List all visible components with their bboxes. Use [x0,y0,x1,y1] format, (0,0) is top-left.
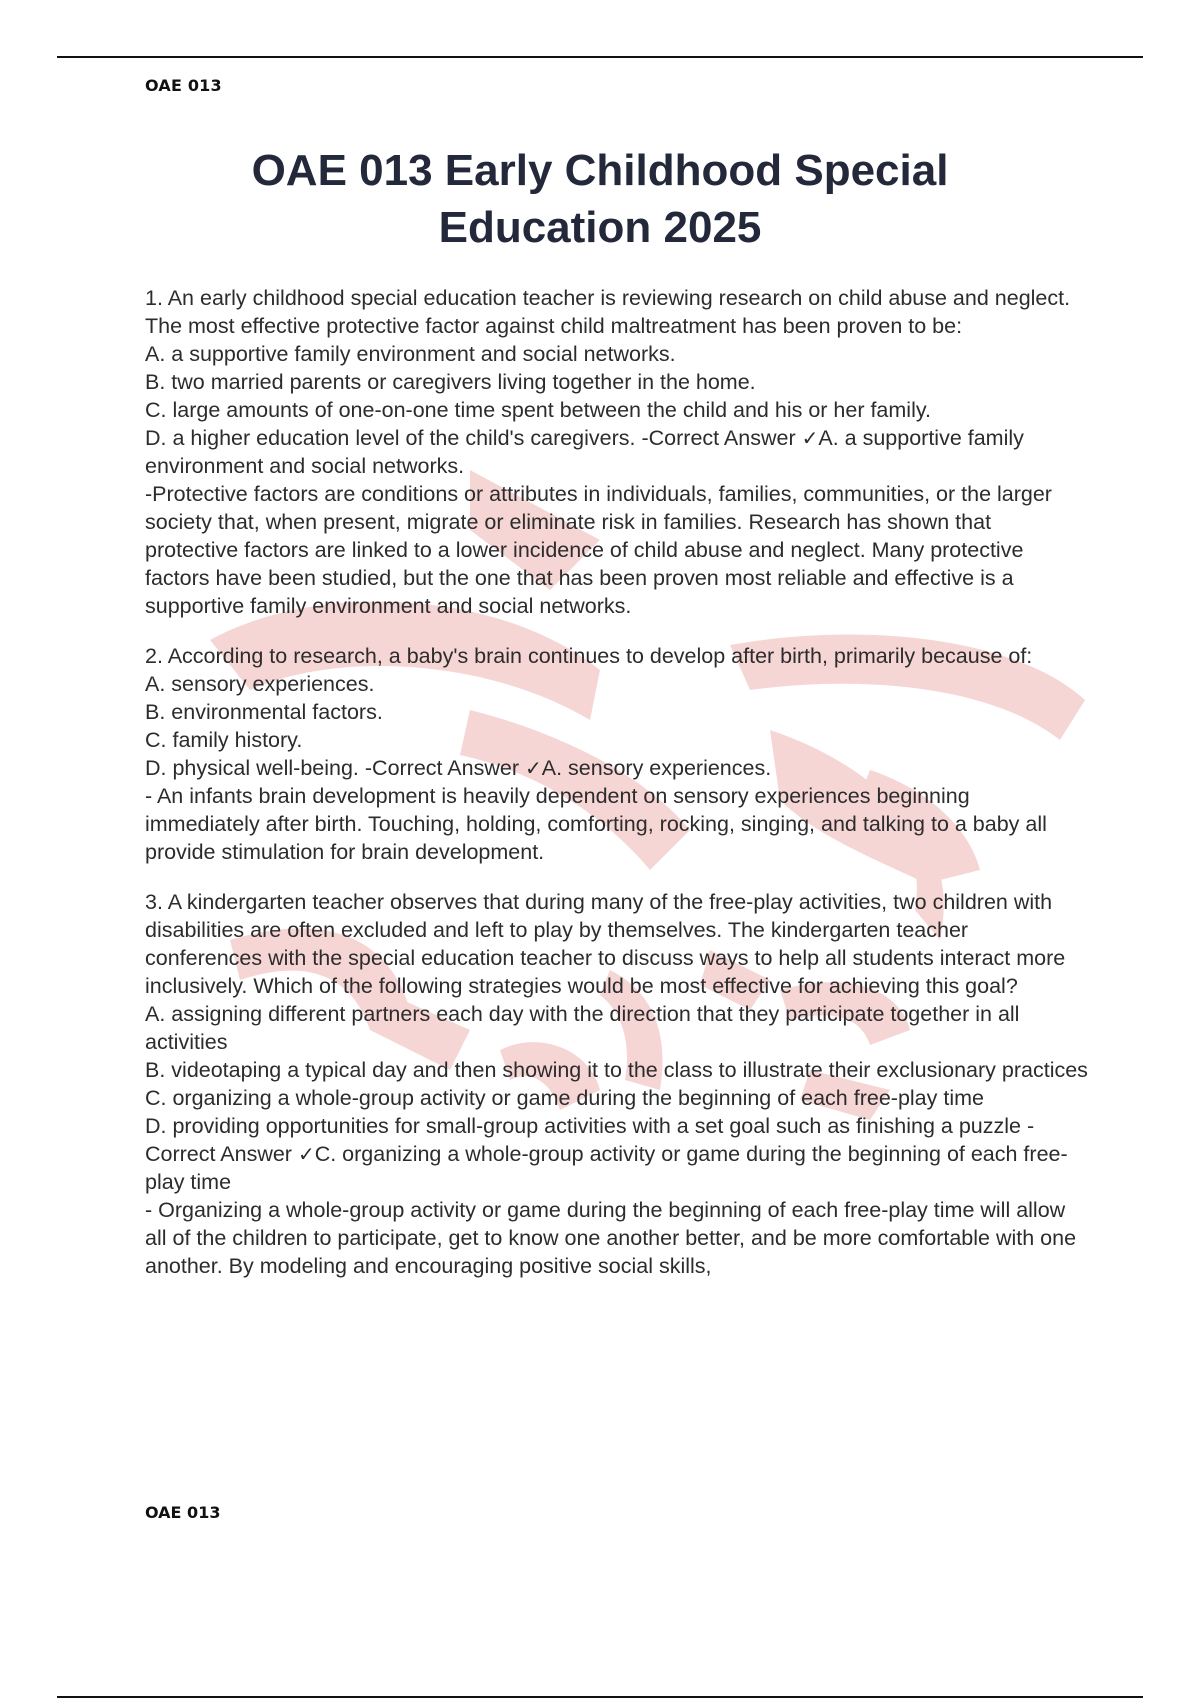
option-b: B. videotaping a typical day and then showing it to the class to illustrate their exclusionary practices [145,1058,1088,1082]
option-d-with-answer [145,754,1090,782]
question-stem: 3. A kindergarten teacher observes that during many of the free-play activities, two children with disabilities are often excluded and left to play by themselves. The kindergarten teacher conferences with the special education teacher to discuss ways to help all students interact more inclusively. Which of the following strategies would be most effective for achieving this goal? [145,890,1066,998]
explanation: -Protective factors are conditions or attributes in individuals, families, communities, or the larger society that, when present, migrate or eliminate risk in families. Research has shown that protective factors are linked to a lower incidence of child abuse and neglect. Many protective factors have been studied, but the one that has been proven most reliable and effective is a supportive family environment and social networks. [145,482,1052,618]
option-b: B. environmental factors. [145,700,383,724]
option-d: D. a higher education level of the child's caregivers. [145,426,636,450]
option-a: A. assigning different partners each day with the direction that they participate together in all activities [145,1002,1020,1054]
header-rule [57,56,1143,58]
checkmark-icon: ✓ [801,426,819,450]
checkmark-icon: ✓ [524,756,542,780]
option-c: C. large amounts of one-on-one time spent between the child and his or her family. [145,398,931,422]
footer-rule [57,1696,1143,1698]
option-d-with-answer [145,1112,1090,1196]
title-line-1: OAE 013 Early Childhood Special [251,146,949,195]
explanation: - Organizing a whole-group activity or game during the beginning of each free-play time will allow all of the children to participate, get to know one another better, and be more comfortable with one another. By modeling and encouraging positive social skills, [145,1198,1077,1278]
question-list [145,284,1090,1302]
question-stem: 1. An early childhood special education teacher is reviewing research on child abuse and neglect. The most effective protective factor against child maltreatment has been proven to be: [145,286,1071,338]
option-c: C. organizing a whole-group activity or game during the beginning of each free-play time [145,1086,984,1110]
running-header: OAE 013 [145,76,222,95]
option-d: D. physical well-being. [145,756,359,780]
explanation: - An infants brain development is heavily dependent on sensory experiences beginning immediately after birth. Touching, holding, comforting, rocking, singing, and talking to a baby all provide stimulation for brain development. [145,784,1047,864]
option-d: D. providing opportunities for small-group activities with a set goal such as finishing a puzzle [145,1114,1021,1138]
option-b: B. two married parents or caregivers living together in the home. [145,370,756,394]
running-footer: OAE 013 [145,1503,221,1522]
question-1 [145,284,1090,620]
correct-answer: A. a supportive family environment and social networks. [145,426,1024,478]
option-c: C. family history. [145,728,303,752]
checkmark-icon: ✓ [297,1142,315,1166]
correct-answer: A. sensory experiences. [541,756,772,780]
page-title [100,142,1100,256]
title-line-2: Education 2025 [438,203,762,252]
option-a: A. a supportive family environment and social networks. [145,342,676,366]
option-d-with-answer [145,424,1090,480]
correct-answer-label: -Correct Answer [358,756,525,780]
correct-answer-label: -Correct Answer [145,1114,1035,1166]
question-2 [145,642,1090,866]
option-a: A. sensory experiences. [145,672,375,696]
correct-answer-label: -Correct Answer [635,426,802,450]
question-3 [145,888,1090,1280]
correct-answer: C. organizing a whole-group activity or game during the beginning of each free-play time [145,1142,1068,1194]
question-stem: 2. According to research, a baby's brain continues to develop after birth, primarily because of: [145,644,1033,668]
